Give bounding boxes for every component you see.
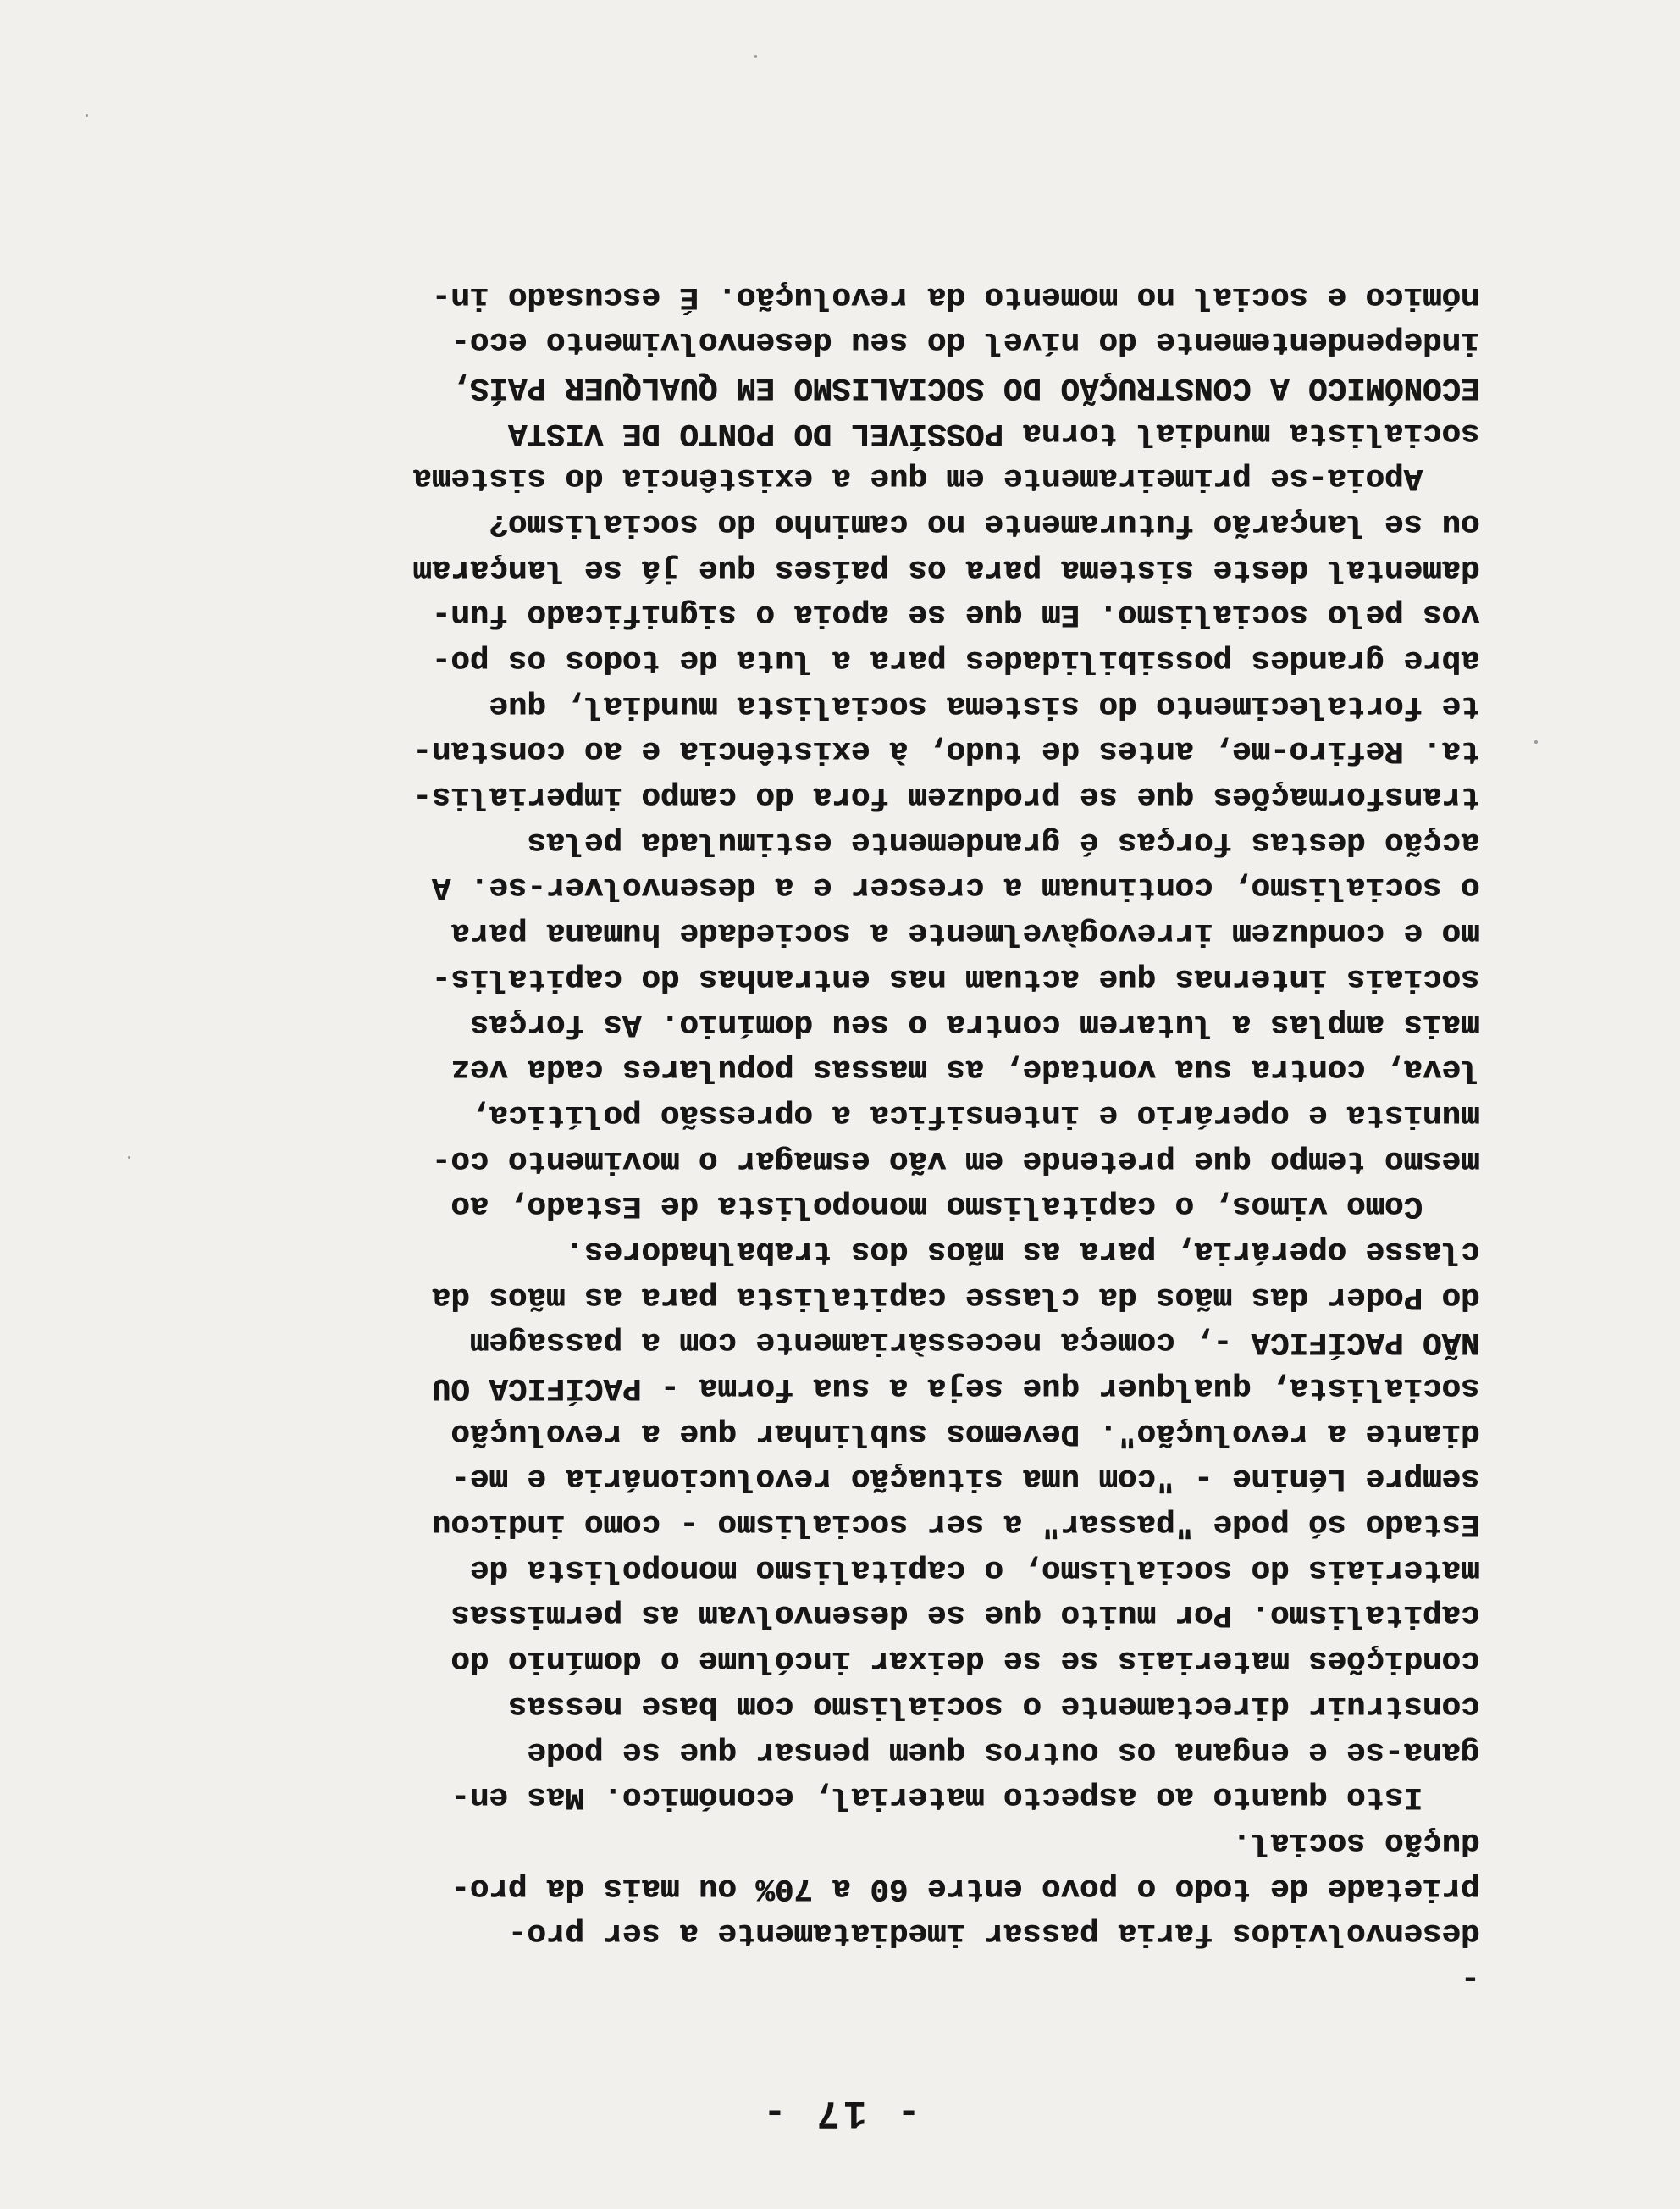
text-line: socialista mundial torna POSSÍVEL DO PONTO DE VISTA	[508, 414, 1480, 451]
text-line: capitalismo. Por muito que se desenvolvam as permissas	[450, 1597, 1480, 1633]
text-line: do Poder das mãos da classe capitalista para as mãos da	[432, 1278, 1480, 1315]
text-line: te fortalecimento do sistema socialista mundial, que	[489, 687, 1480, 723]
text-line: desenvolvidos faria passar imediatamente a ser pro-	[508, 1915, 1480, 1952]
text-line: ou se lançarão futuramente no caminho do socialismo?	[489, 506, 1480, 541]
text-line: damental deste sistema para os países que já se lançaram	[412, 551, 1480, 587]
page-number: - 17 -	[760, 2090, 920, 2134]
text-line: leva, contra sua vontade, as massas populares cada vez	[450, 1051, 1480, 1088]
text-line: sociais internas que actuam nas entranhas do capitalis-	[432, 960, 1480, 996]
paper-speck	[754, 55, 757, 58]
text-line: nómico e social no momento da revolução. É escusado in-	[432, 278, 1480, 314]
text-line: NÃO PACÍFICA -, começa necessàriamente com a passagem	[470, 1324, 1480, 1360]
text-line: transformações que se produzem fora do campo imperialis-	[412, 778, 1480, 815]
body-text	[91, 273, 1480, 2001]
text-line: vos pelo socialismo. Em que se apoia o significado fun-	[432, 596, 1480, 633]
text-line: sempre Lénine - "com uma situação revolucionária e me-	[450, 1460, 1480, 1497]
text-line: prietade de todo o povo entre 60 a 70% ou mais da pro-	[450, 1869, 1480, 1906]
text-line: mo e conduzem irrevogàvelmente a sociedade humana para	[450, 915, 1480, 951]
text-line: ECONÓMICO A CONSTRUÇÃO DO SOCIALISMO EM QUALQUER PAÍS,	[450, 368, 1480, 405]
text-line: diante a revolução". Devemos sublinhar que a revolução	[450, 1415, 1480, 1451]
text-line: -	[1461, 1961, 1480, 1996]
text-line: socialista, qualquer que seja a sua forma - PACÍFICA OU	[432, 1370, 1480, 1406]
text-line: gana-se e engana os outros quem pensar que se pode	[527, 1733, 1480, 1769]
text-line: condições materiais se se deixar incólume o domínio do	[450, 1642, 1480, 1679]
paper-speck	[1534, 740, 1538, 744]
text-line: Isto quanto ao aspecto material, económico. Mas en-	[450, 1779, 1480, 1815]
text-line: classe operária, para as mãos dos trabalhadores.	[565, 1233, 1480, 1269]
text-line: abre grandes possibilidades para a luta de todos os po-	[432, 642, 1480, 678]
text-line: materiais do socialismo, o capitalismo monopolista de	[470, 1551, 1480, 1587]
text-line: Como vimos, o capitalismo monopolista de Estado, ao	[450, 1188, 1480, 1224]
paper-speck	[86, 114, 88, 117]
text-line: dução social.	[1232, 1824, 1480, 1860]
text-line: o socialismo, continuam a crescer e a desenvolver-se. A	[432, 869, 1480, 905]
paper-speck	[128, 1156, 130, 1159]
text-line: construir directamente o socialismo com base nessas	[508, 1687, 1480, 1724]
text-line: munista e operário e intensifica a opressão política,	[470, 1096, 1480, 1132]
text-line: mais amplas a lutarem contra o seu domínio. As forças	[470, 1005, 1480, 1042]
text-line: independentemente do nível do seu desenvolvimento eco-	[450, 324, 1480, 360]
text-line: Estado só pode "passar" a ser socialismo - como indicou	[432, 1506, 1480, 1542]
text-line: mesmo tempo que pretende em vão esmagar o movimento co-	[432, 1142, 1480, 1178]
text-line: acção destas forças é grandemente estimulada pelas	[527, 823, 1480, 860]
text-line: Apoia-se primeiramente em que a existência do sistema	[412, 460, 1480, 496]
text-line: ta. Refiro-me, antes de tudo, à existência e ao constan-	[412, 733, 1480, 769]
